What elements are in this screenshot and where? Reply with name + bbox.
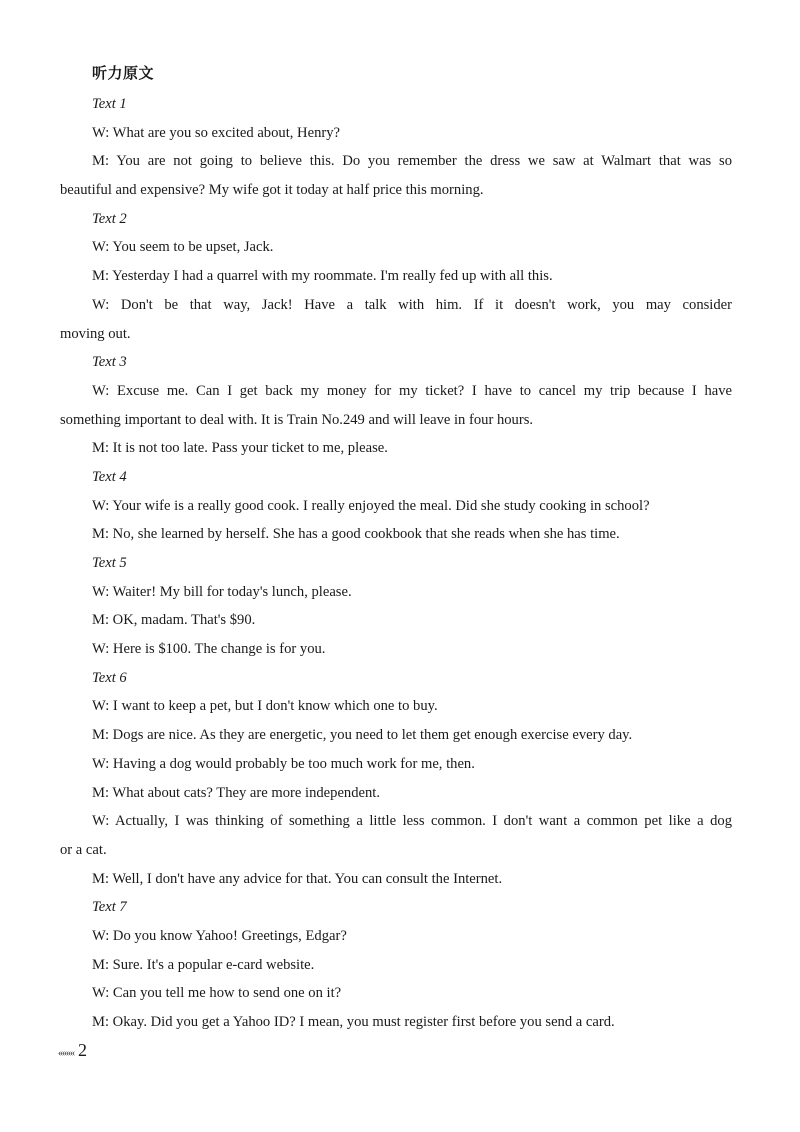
dialogue-line: M: Yesterday I had a quarrel with my roommate. I'm really fed up with all this. — [92, 268, 553, 285]
dialogue-line: W: Here is $100. The change is for you. — [92, 641, 326, 658]
section-heading: Text 7 — [92, 899, 127, 916]
dialogue-line: M: It is not too late. Pass your ticket to me, please. — [92, 440, 388, 457]
page-footer — [58, 1040, 87, 1061]
dialogue-line: M: OK, madam. That's $90. — [92, 612, 256, 629]
dialogue-line: W: Do you know Yahoo! Greetings, Edgar? — [92, 927, 347, 944]
dialogue-line: W: Having a dog would probably be too much work for me, then. — [92, 755, 475, 772]
section-heading: Text 6 — [92, 669, 127, 686]
dialogue-line: W: I want to keep a pet, but I don't know which one to buy. — [92, 698, 438, 715]
dialogue-line-continuation: moving out. — [60, 325, 131, 342]
page-number: 2 — [78, 1040, 87, 1060]
dialogue-line: M: No, she learned by herself. She has a good cookbook that she reads when she has time. — [92, 526, 620, 543]
page-title: 听力原文 — [92, 64, 155, 82]
dialogue-line: M: Dogs are nice. As they are energetic, you need to let them get enough exercise every day. — [92, 727, 633, 744]
footer-marks: «««« — [58, 1048, 74, 1059]
dialogue-line-continuation: or a cat. — [60, 841, 107, 858]
section-heading: Text 3 — [92, 354, 127, 371]
section-heading: Text 2 — [92, 210, 127, 227]
dialogue-line-continuation: something important to deal with. It is Train No.249 and will leave in four hours. — [60, 411, 534, 428]
dialogue-line: W: What are you so excited about, Henry? — [92, 124, 341, 141]
dialogue-line: M: What about cats? They are more independent. — [92, 784, 380, 801]
dialogue-line: W: You seem to be upset, Jack. — [92, 239, 274, 256]
dialogue-line: W: Actually, I was thinking of something a little less common. I don't want a common pet like a dog — [92, 813, 732, 830]
section-heading: Text 4 — [92, 468, 127, 485]
dialogue-line: M: Okay. Did you get a Yahoo ID? I mean, you must register first before you send a card. — [92, 1014, 615, 1030]
dialogue-line: W: Can you tell me how to send one on it? — [92, 985, 342, 1002]
section-heading: Text 5 — [92, 555, 127, 571]
section-heading: Text 1 — [92, 96, 127, 112]
dialogue-line-continuation: beautiful and expensive? My wife got it today at half price this morning. — [60, 182, 484, 199]
dialogue-line: W: Don't be that way, Jack! Have a talk with him. If it doesn't work, you may consider — [92, 296, 732, 313]
dialogue-line: M: Sure. It's a popular e-card website. — [92, 956, 315, 973]
dialogue-line: W: Waiter! My bill for today's lunch, please. — [92, 583, 352, 600]
transcript-body — [60, 90, 732, 1037]
dialogue-line: W: Excuse me. Can I get back my money for my ticket? I have to cancel my trip because I have — [92, 382, 732, 399]
dialogue-line: W: Your wife is a really good cook. I really enjoyed the meal. Did she study cooking in school? — [92, 497, 650, 514]
dialogue-line: M: Well, I don't have any advice for that. You can consult the Internet. — [92, 870, 503, 887]
dialogue-line: M: You are not going to believe this. Do you remember the dress we saw at Walmart that was so — [92, 153, 732, 170]
